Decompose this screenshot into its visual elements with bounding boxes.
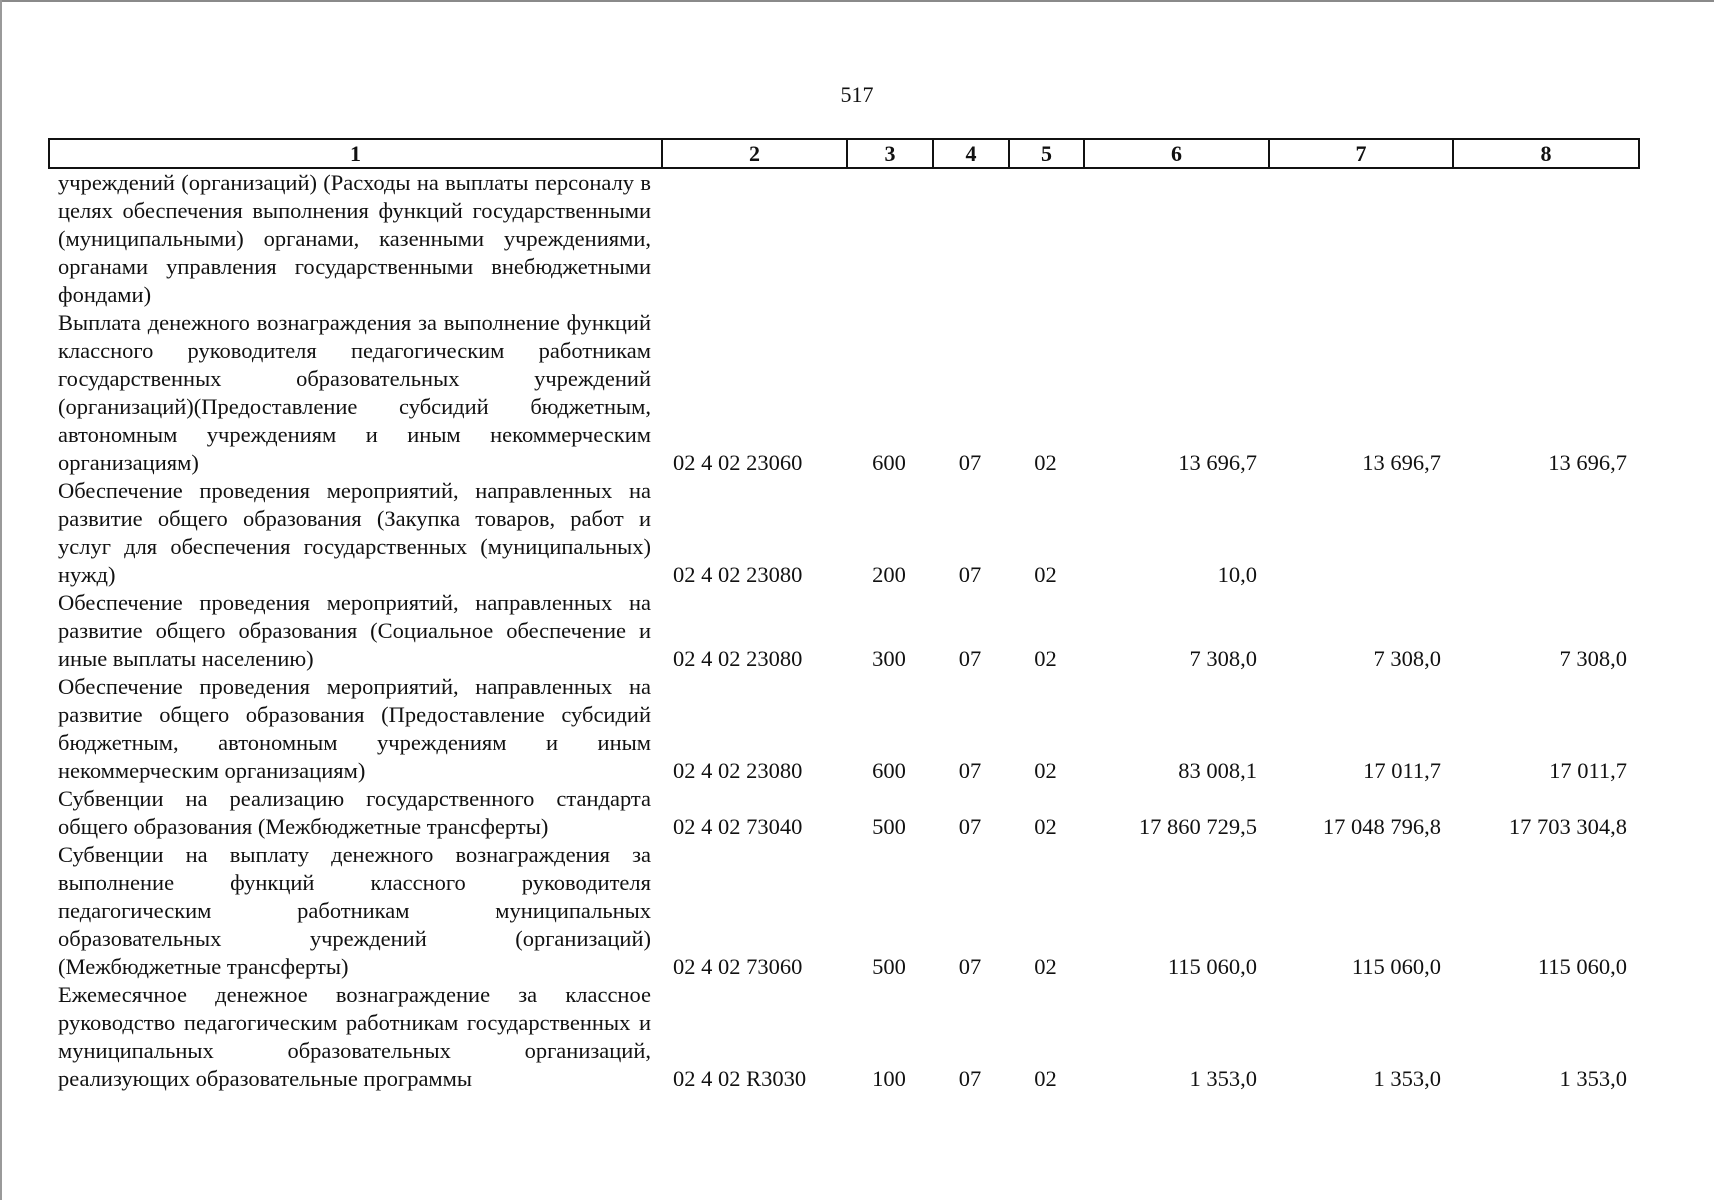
amount-col-6: 10,0 <box>1217 562 1257 587</box>
row-description: Субвенции на реализацию государственного стандарта общего образования (Межбюджетные трансферты) <box>58 786 651 839</box>
subsection-code <box>1008 169 1083 309</box>
expense-type-code: 500 <box>872 954 906 979</box>
row-description: Ежемесячное денежное вознаграждение за классное руководство педагогическим работникам государственных и муниципальных образовательных организаций, реализующих образовательные программы <box>58 982 651 1091</box>
column-header-4: 4 <box>933 139 1009 168</box>
row-description: Обеспечение проведения мероприятий, направленных на развитие общего образования (Социальное обеспечение и иные выплаты населению) <box>58 590 651 671</box>
amount-col-8 <box>1452 169 1638 309</box>
target-article-code: 02 4 02 23060 <box>673 450 803 475</box>
target-article-code: 02 4 02 R3030 <box>673 1066 807 1091</box>
amount-col-6: 1 353,0 <box>1189 1066 1257 1091</box>
section-code: 07 <box>958 646 982 671</box>
budget-table <box>48 169 1638 1093</box>
amount-col-8: 13 696,7 <box>1548 450 1627 475</box>
amount-col-7 <box>1268 477 1452 589</box>
row-description: Субвенции на выплату денежного вознаграждения за выполнение функций классного руководителя педагогическим работникам муниципальных образовательных учреждений (организаций) (Межбюджетные трансферты) <box>58 842 651 979</box>
section-code: 07 <box>958 758 982 783</box>
table-row <box>48 981 1638 1093</box>
amount-col-8: 7 308,0 <box>1559 646 1627 671</box>
amount-col-7: 7 308,0 <box>1373 646 1441 671</box>
column-header-1: 1 <box>49 139 662 168</box>
section-code <box>932 169 1008 309</box>
subsection-code: 02 <box>1034 646 1057 671</box>
amount-col-8: 17 011,7 <box>1549 758 1627 783</box>
table-row <box>48 841 1638 981</box>
amount-col-7: 115 060,0 <box>1351 954 1441 979</box>
table-row <box>48 785 1638 841</box>
page-edge-top <box>0 0 1714 2</box>
subsection-code: 02 <box>1034 562 1057 587</box>
amount-col-6: 13 696,7 <box>1178 450 1257 475</box>
column-header-5: 5 <box>1009 139 1084 168</box>
amount-col-8: 1 353,0 <box>1559 1066 1627 1091</box>
column-header-table <box>48 138 1640 169</box>
amount-col-7: 1 353,0 <box>1373 1066 1441 1091</box>
section-code: 07 <box>958 450 982 475</box>
target-article-code: 02 4 02 23080 <box>673 758 803 783</box>
subsection-code: 02 <box>1034 758 1057 783</box>
amount-col-6: 115 060,0 <box>1167 954 1257 979</box>
amount-col-8: 17 703 304,8 <box>1508 814 1627 839</box>
table-row <box>48 477 1638 589</box>
amount-col-6: 7 308,0 <box>1189 646 1257 671</box>
amount-col-7: 17 011,7 <box>1363 758 1441 783</box>
row-description: Обеспечение проведения мероприятий, направленных на развитие общего образования (Закупка товаров, работ и услуг для обеспечения государственных (муниципальных) нужд) <box>58 478 651 587</box>
amount-col-6: 83 008,1 <box>1178 758 1257 783</box>
amount-col-7: 17 048 796,8 <box>1322 814 1441 839</box>
amount-col-6: 17 860 729,5 <box>1138 814 1257 839</box>
section-code: 07 <box>958 954 982 979</box>
row-description: Выплата денежного вознаграждения за выполнение функций классного руководителя педагогическим работникам государственных образовательных учреждений (организаций)(Предоставление субсидий бюджетным, автономным учреждениям и иным некоммерческим организациям) <box>58 310 651 475</box>
expense-type-code: 600 <box>872 758 906 783</box>
column-header-7: 7 <box>1269 139 1453 168</box>
expense-type-code: 200 <box>872 562 906 587</box>
subsection-code: 02 <box>1034 954 1057 979</box>
column-header-8: 8 <box>1453 139 1639 168</box>
target-article-code: 02 4 02 73060 <box>673 954 803 979</box>
section-code: 07 <box>958 814 982 839</box>
target-article-code: 02 4 02 23080 <box>673 646 803 671</box>
column-header-2: 2 <box>662 139 847 168</box>
subsection-code: 02 <box>1034 1066 1057 1091</box>
target-article-code: 02 4 02 73040 <box>673 814 803 839</box>
section-code: 07 <box>958 1066 982 1091</box>
row-description: учреждений (организаций) (Расходы на выплаты персоналу в целях обеспечения выполнения функций государственными (муниципальными) органами, казенными учреждениями, органами управления государственными внебюджетными фондами) <box>58 170 651 307</box>
page-edge-left <box>0 0 2 1200</box>
amount-col-8 <box>1452 477 1638 589</box>
table-row <box>48 309 1638 477</box>
amount-col-7: 13 696,7 <box>1362 450 1441 475</box>
column-header-6: 6 <box>1084 139 1269 168</box>
target-article-code: 02 4 02 23080 <box>673 562 803 587</box>
table-row <box>48 589 1638 673</box>
expense-type-code: 300 <box>872 646 906 671</box>
table-row <box>48 169 1638 309</box>
amount-col-8: 115 060,0 <box>1537 954 1627 979</box>
subsection-code: 02 <box>1034 814 1057 839</box>
page-number: 517 <box>840 82 874 107</box>
expense-type-code: 100 <box>872 1066 906 1091</box>
amount-col-6 <box>1083 169 1268 309</box>
amount-col-7 <box>1268 169 1452 309</box>
target-article-code <box>661 169 846 309</box>
table-row <box>48 673 1638 785</box>
subsection-code: 02 <box>1034 450 1057 475</box>
row-description: Обеспечение проведения мероприятий, направленных на развитие общего образования (Предоставление субсидий бюджетным, автономным учреждениям и иным некоммерческим организациям) <box>58 674 651 783</box>
expense-type-code: 500 <box>872 814 906 839</box>
expense-type-code: 600 <box>872 450 906 475</box>
column-header-3: 3 <box>847 139 933 168</box>
column-header-row <box>49 139 1639 168</box>
section-code: 07 <box>958 562 982 587</box>
expense-type-code <box>846 169 932 309</box>
